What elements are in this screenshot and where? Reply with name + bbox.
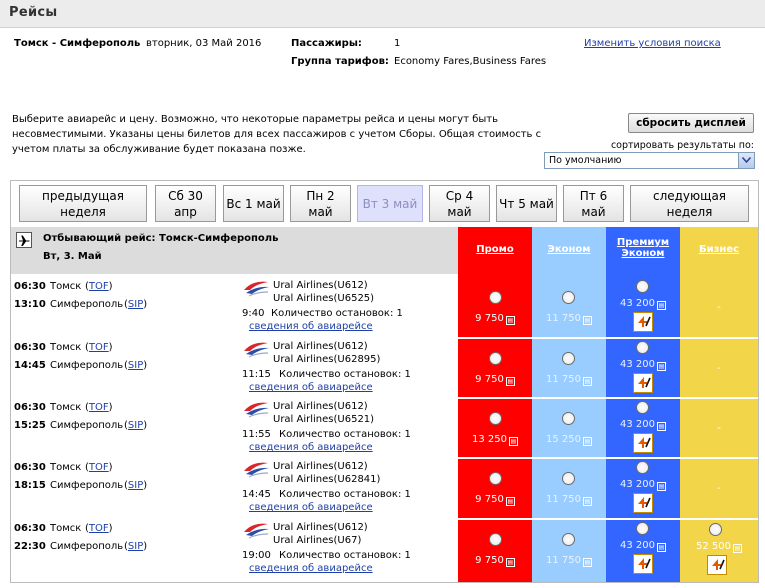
- promo-price-value: 9 750: [475, 374, 504, 385]
- econom-price-value: 11 750: [546, 313, 581, 324]
- econom-price-value: 11 750: [546, 494, 581, 505]
- promo-price: [458, 313, 532, 325]
- premium-price-value: 43 200: [620, 359, 655, 370]
- business-price: [680, 541, 758, 553]
- passengers-label: Пассажиры:: [291, 38, 362, 49]
- premium-fare-radio[interactable]: [636, 280, 649, 293]
- reset-display-button[interactable]: сбросить дисплей: [628, 113, 754, 133]
- fare-rules-badge-icon[interactable]: [707, 555, 727, 575]
- fare-header-premium[interactable]: Премиум Эконом: [616, 237, 670, 259]
- airline-logo-icon: [242, 399, 270, 419]
- premium-fare-radio[interactable]: [636, 401, 649, 414]
- airline-logo-icon: [242, 520, 270, 540]
- departure-time: 06:30: [14, 281, 46, 292]
- instructions-text: Выберите авиарейс и цену. Возможно, что некоторые параметры рейса и цены могут быть несовместимыми. Указаны цены билетов для всех пассажиров с учетом Сборы. Общая стоимость с учетом платы за обслуживание будет показана позже.: [12, 114, 542, 155]
- day-tab-2[interactable]: Пн 2 май: [290, 185, 351, 222]
- departure-code-wrap: (TOF): [85, 342, 113, 353]
- fee-info-icon: ▤: [658, 483, 665, 490]
- fee-info-icon: ▤: [510, 438, 517, 445]
- arrival-airport-link[interactable]: SIP: [127, 541, 144, 552]
- econom-fare-radio[interactable]: [562, 472, 575, 485]
- fee-info-icon: ▤: [507, 378, 514, 385]
- airline-segment-1: Ural Airlines(U612): [273, 341, 368, 352]
- change-search-link[interactable]: Изменить условия поиска: [584, 38, 721, 49]
- flight-duration: 14:45: [242, 489, 271, 500]
- sort-select[interactable]: [544, 152, 755, 169]
- promo-fare-radio[interactable]: [489, 352, 502, 365]
- fee-info-icon: ▤: [734, 545, 741, 552]
- fare-rules-badge-icon[interactable]: [633, 493, 653, 513]
- fare-header-promo[interactable]: Промо: [476, 244, 514, 255]
- promo-fare-radio[interactable]: [489, 412, 502, 425]
- fee-info-icon: ▤: [584, 378, 591, 385]
- premium-price-value: 43 200: [620, 540, 655, 551]
- arrival-city: Симферополь: [50, 299, 124, 310]
- day-tab-1[interactable]: Вс 1 май: [223, 185, 284, 222]
- premium-price: [606, 540, 680, 552]
- econom-fare-radio[interactable]: [562, 533, 575, 546]
- day-tab-5[interactable]: Чт 5 май: [496, 185, 557, 222]
- econom-price: [532, 374, 606, 386]
- econom-price: [532, 313, 606, 325]
- flight-duration: 11:15: [242, 369, 271, 380]
- fare-rules-badge-icon[interactable]: [633, 373, 653, 393]
- arrival-city: Симферополь: [50, 420, 124, 431]
- departure-airport-link[interactable]: TOF: [88, 462, 109, 473]
- premium-price-value: 43 200: [620, 479, 655, 490]
- premium-price: [606, 359, 680, 371]
- fare-header-business[interactable]: Бизнес: [698, 244, 740, 255]
- business-fare-radio[interactable]: [709, 523, 722, 536]
- promo-price: [458, 494, 532, 506]
- day-tab-3-active[interactable]: Вт 3 май: [357, 185, 423, 222]
- airline-segment-2: Ural Airlines(U6521): [273, 414, 375, 425]
- stops-count: Количество остановок: 1: [279, 369, 411, 380]
- airline-segment-1: Ural Airlines(U612): [273, 461, 368, 472]
- airplane-icon: [16, 232, 32, 248]
- airline-logo-icon: [242, 278, 270, 298]
- econom-price: [532, 555, 606, 567]
- passengers-value: 1: [394, 38, 401, 49]
- row-divider: [11, 337, 758, 339]
- business-price-unavailable: -: [717, 483, 721, 494]
- arrival-code-wrap: (SIP): [124, 480, 148, 491]
- flight-details-link[interactable]: сведения об авиарейсе: [249, 321, 373, 332]
- row-divider: [11, 518, 758, 520]
- departure-code-wrap: (TOF): [85, 462, 113, 473]
- business-price-unavailable: -: [717, 363, 721, 374]
- fare-column-econom: [532, 227, 606, 582]
- econom-price: [532, 494, 606, 506]
- outbound-title: Отбывающий рейс: Томск-Симферополь: [43, 233, 279, 244]
- promo-fare-radio[interactable]: [489, 472, 502, 485]
- promo-price: [458, 555, 532, 567]
- sort-select-value: По умолчанию: [549, 155, 622, 166]
- arrival-code-wrap: (SIP): [124, 299, 148, 310]
- premium-price: [606, 298, 680, 310]
- econom-price-value: 11 750: [546, 555, 581, 566]
- airline-segment-1: Ural Airlines(U612): [273, 522, 368, 533]
- row-divider: [11, 397, 758, 399]
- econom-price-value: 11 750: [546, 374, 581, 385]
- day-tab-0[interactable]: Сб 30 апр: [155, 185, 216, 222]
- day-tab-6[interactable]: Пт 6 май: [563, 185, 624, 222]
- departure-time: 06:30: [14, 402, 46, 413]
- flight-details-link[interactable]: сведения об авиарейсе: [249, 382, 373, 393]
- page-title: Рейсы: [9, 5, 58, 20]
- arrival-time: 22:30: [14, 541, 46, 552]
- business-price-unavailable: -: [717, 423, 721, 434]
- fare-rules-badge-icon[interactable]: [633, 433, 653, 453]
- departure-code-wrap: (TOF): [85, 281, 113, 292]
- premium-price-value: 43 200: [620, 298, 655, 309]
- promo-price: [458, 374, 532, 386]
- search-date: вторник, 03 Май 2016: [146, 38, 262, 49]
- arrival-airport-link[interactable]: SIP: [127, 360, 144, 371]
- promo-fare-radio[interactable]: [489, 533, 502, 546]
- airline-segment-1: Ural Airlines(U612): [273, 401, 368, 412]
- arrival-code-wrap: (SIP): [124, 360, 148, 371]
- fare-rules-badge-icon[interactable]: [633, 312, 653, 332]
- stops-count: Количество остановок: 1: [279, 489, 411, 500]
- stops-count: Количество остановок: 1: [271, 308, 403, 319]
- stops-count: Количество остановок: 1: [279, 550, 411, 561]
- business-price-unavailable: -: [717, 302, 721, 313]
- econom-fare-radio[interactable]: [562, 412, 575, 425]
- flight-duration: 9:40: [242, 308, 265, 319]
- airline-segment-2: Ural Airlines(U6525): [273, 293, 375, 304]
- day-tab-4[interactable]: Ср 4 май: [429, 185, 490, 222]
- fare-header-econom[interactable]: Эконом: [547, 244, 591, 255]
- departure-airport-link[interactable]: TOF: [88, 402, 109, 413]
- airline-logo-icon: [242, 459, 270, 479]
- departure-code-wrap: (TOF): [85, 523, 113, 534]
- fee-info-icon: ▤: [658, 423, 665, 430]
- fee-info-icon: ▤: [658, 302, 665, 309]
- econom-price-value: 15 250: [546, 434, 581, 445]
- outbound-date: Вт, 3. Май: [43, 251, 102, 262]
- premium-price: [606, 419, 680, 431]
- departure-city: Томск: [50, 402, 82, 413]
- promo-price-value: 9 750: [475, 494, 504, 505]
- promo-price-value: 9 750: [475, 555, 504, 566]
- econom-fare-radio[interactable]: [562, 352, 575, 365]
- airline-segment-2: Ural Airlines(U62895): [273, 354, 381, 365]
- airline-segment-2: Ural Airlines(U62841): [273, 474, 381, 485]
- fee-info-icon: ▤: [584, 438, 591, 445]
- promo-price-value: 13 250: [472, 434, 507, 445]
- flight-duration: 19:00: [242, 550, 271, 561]
- fee-info-icon: ▤: [658, 544, 665, 551]
- econom-price: [532, 434, 606, 446]
- airline-logo-icon: [242, 339, 270, 359]
- premium-fare-radio[interactable]: [636, 341, 649, 354]
- econom-fare-radio[interactable]: [562, 291, 575, 304]
- arrival-time: 13:10: [14, 299, 46, 310]
- arrival-city: Симферополь: [50, 480, 124, 491]
- promo-price-value: 9 750: [475, 313, 504, 324]
- next-week-button[interactable]: следующая неделя: [630, 185, 749, 222]
- arrival-airport-link[interactable]: SIP: [127, 420, 144, 431]
- fare-group-label: Группа тарифов:: [291, 56, 389, 67]
- fee-info-icon: ▤: [584, 498, 591, 505]
- fee-info-icon: ▤: [507, 498, 514, 505]
- fare-column-promo: [458, 227, 532, 582]
- premium-fare-radio[interactable]: [636, 461, 649, 474]
- outbound-header: [11, 227, 458, 274]
- arrival-time: 15:25: [14, 420, 46, 431]
- fee-info-icon: ▤: [507, 559, 514, 566]
- departure-airport-link[interactable]: TOF: [88, 281, 109, 292]
- promo-fare-radio[interactable]: [489, 291, 502, 304]
- fee-info-icon: ▤: [658, 363, 665, 370]
- stops-count: Количество остановок: 1: [279, 429, 411, 440]
- row-divider: [11, 457, 758, 459]
- prev-week-button[interactable]: предыдущая неделя: [19, 185, 147, 222]
- arrival-city: Симферополь: [50, 541, 124, 552]
- arrival-airport-link[interactable]: SIP: [127, 480, 144, 491]
- premium-fare-radio[interactable]: [636, 522, 649, 535]
- fee-info-icon: ▤: [584, 317, 591, 324]
- departure-city: Томск: [50, 462, 82, 473]
- departure-code-wrap: (TOF): [85, 402, 113, 413]
- departure-time: 06:30: [14, 342, 46, 353]
- search-route: Томск - Симферополь: [14, 38, 141, 49]
- departure-time: 06:30: [14, 523, 46, 534]
- departure-airport-link[interactable]: TOF: [88, 342, 109, 353]
- flight-details-link[interactable]: сведения об авиарейсе: [249, 502, 373, 513]
- premium-price: [606, 479, 680, 491]
- promo-price: [458, 434, 532, 446]
- flight-details-link[interactable]: сведения об авиарейсе: [249, 442, 373, 453]
- fare-group-value: Economy Fares,Business Fares: [394, 56, 547, 67]
- arrival-city: Симферополь: [50, 360, 124, 371]
- arrival-time: 14:45: [14, 360, 46, 371]
- arrival-code-wrap: (SIP): [124, 420, 148, 431]
- fee-info-icon: ▤: [584, 559, 591, 566]
- arrival-airport-link[interactable]: SIP: [127, 299, 144, 310]
- departure-city: Томск: [50, 281, 82, 292]
- business-price-value: 52 500: [696, 541, 731, 552]
- fee-info-icon: ▤: [507, 317, 514, 324]
- chevron-down-icon[interactable]: [738, 153, 754, 168]
- airline-segment-1: Ural Airlines(U612): [273, 280, 368, 291]
- flight-details-link[interactable]: сведения об авиарейсе: [249, 563, 373, 574]
- departure-time: 06:30: [14, 462, 46, 473]
- arrival-code-wrap: (SIP): [124, 541, 148, 552]
- arrival-time: 18:15: [14, 480, 46, 491]
- page-header: [0, 0, 765, 28]
- airline-segment-2: Ural Airlines(U67): [273, 535, 362, 546]
- departure-city: Томск: [50, 342, 82, 353]
- flight-duration: 11:55: [242, 429, 271, 440]
- departure-airport-link[interactable]: TOF: [88, 523, 109, 534]
- premium-price-value: 43 200: [620, 419, 655, 430]
- fare-rules-badge-icon[interactable]: [633, 554, 653, 574]
- sort-label: сортировать результаты по:: [610, 140, 754, 151]
- departure-city: Томск: [50, 523, 82, 534]
